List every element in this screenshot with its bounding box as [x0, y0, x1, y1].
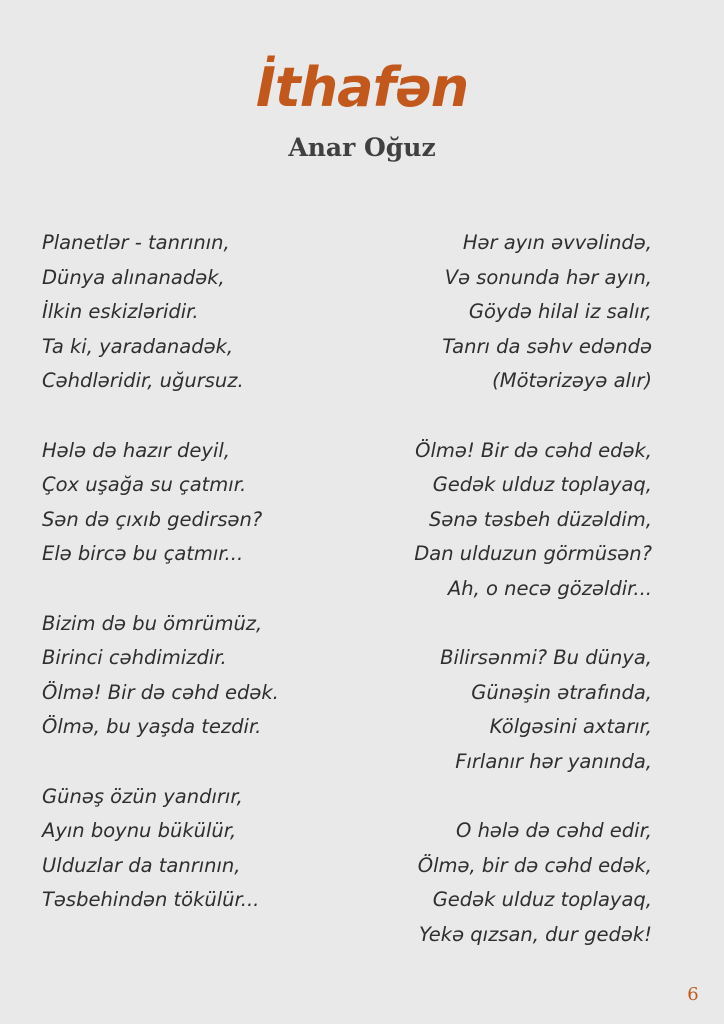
- poem-line: Hələ də hazır deyil,: [42, 438, 230, 462]
- poem-line: Təsbehindən tökülür...: [42, 888, 260, 912]
- poem-line: Tanrı da səhv edəndə: [442, 334, 652, 358]
- poem-line: Sənə təsbeh düzəldim,: [428, 507, 652, 531]
- poem-line: Ölmə, bir də cəhd edək,: [417, 853, 652, 877]
- poem-line: Çox uşağa su çatmır.: [42, 473, 247, 497]
- stanza: [42, 780, 342, 918]
- stanza: [352, 226, 652, 399]
- poem-line: Gedək ulduz toplayaq,: [432, 473, 652, 497]
- poem-line: İlkin eskizləridir.: [42, 300, 199, 324]
- poem-line: Günəşin ətrafında,: [471, 680, 652, 704]
- poem-author: Anar Oğuz: [288, 133, 436, 162]
- poem-line: Bilirsənmi? Bu dünya,: [440, 646, 652, 670]
- poem-line: (Mötərizəyə alır): [492, 369, 652, 393]
- poem-line: Birinci cəhdimizdir.: [42, 646, 227, 670]
- poem-line: Dan ulduzun görmüsən?: [414, 542, 652, 566]
- poem-line: Bizim də bu ömrümüz,: [42, 611, 263, 635]
- poem-line: Hər ayın əvvəlində,: [462, 231, 652, 254]
- poem-line: Günəş özün yandırır,: [42, 784, 243, 808]
- poem-line: Elə bircə bu çatmır...: [42, 542, 244, 566]
- poem-line: Kölgəsini axtarır,: [489, 715, 652, 739]
- poem-line: Sən də çıxıb gedirsən?: [42, 507, 263, 531]
- poem-title: İthafən: [255, 56, 469, 119]
- stanza: [352, 641, 652, 779]
- poem-line: Ta ki, yaradanadək,: [42, 334, 234, 358]
- poem-line: Ulduzlar da tanrının,: [42, 853, 241, 877]
- page-number: 6: [687, 984, 699, 1005]
- poem-line: Gedək ulduz toplayaq,: [432, 888, 652, 912]
- poem-line: Fırlanır hər yanında,: [455, 749, 652, 773]
- poem-line: Və sonunda hər ayın,: [444, 265, 652, 289]
- poem-line: Göydə hilal iz salır,: [468, 300, 652, 324]
- stanza: [42, 434, 342, 572]
- poem-line: Ölmə! Bir də cəhd edək.: [42, 680, 279, 704]
- poem-line: Ayın boynu bükülür,: [42, 819, 237, 843]
- poem-line: Ah, o necə gözəldir...: [447, 576, 652, 600]
- poem-line: Yekə qızsan, dur gedək!: [419, 922, 652, 946]
- poem-left-column: [42, 226, 342, 952]
- poem-line: Planetlər - tanrının,: [42, 231, 230, 254]
- poem-line: Ölmə! Bir də cəhd edək,: [415, 438, 652, 462]
- stanza: [352, 814, 652, 952]
- stanza: [352, 434, 652, 607]
- poem-right-column: [352, 226, 652, 987]
- stanza: [42, 226, 342, 399]
- stanza: [42, 607, 342, 745]
- poem-line: Dünya alınanadək,: [42, 265, 225, 289]
- poem-line: Cəhdləridir, uğursuz.: [42, 369, 244, 393]
- poem-line: Ölmə, bu yaşda tezdir.: [42, 715, 262, 739]
- poem-line: O hələ də cəhd edir,: [456, 819, 652, 843]
